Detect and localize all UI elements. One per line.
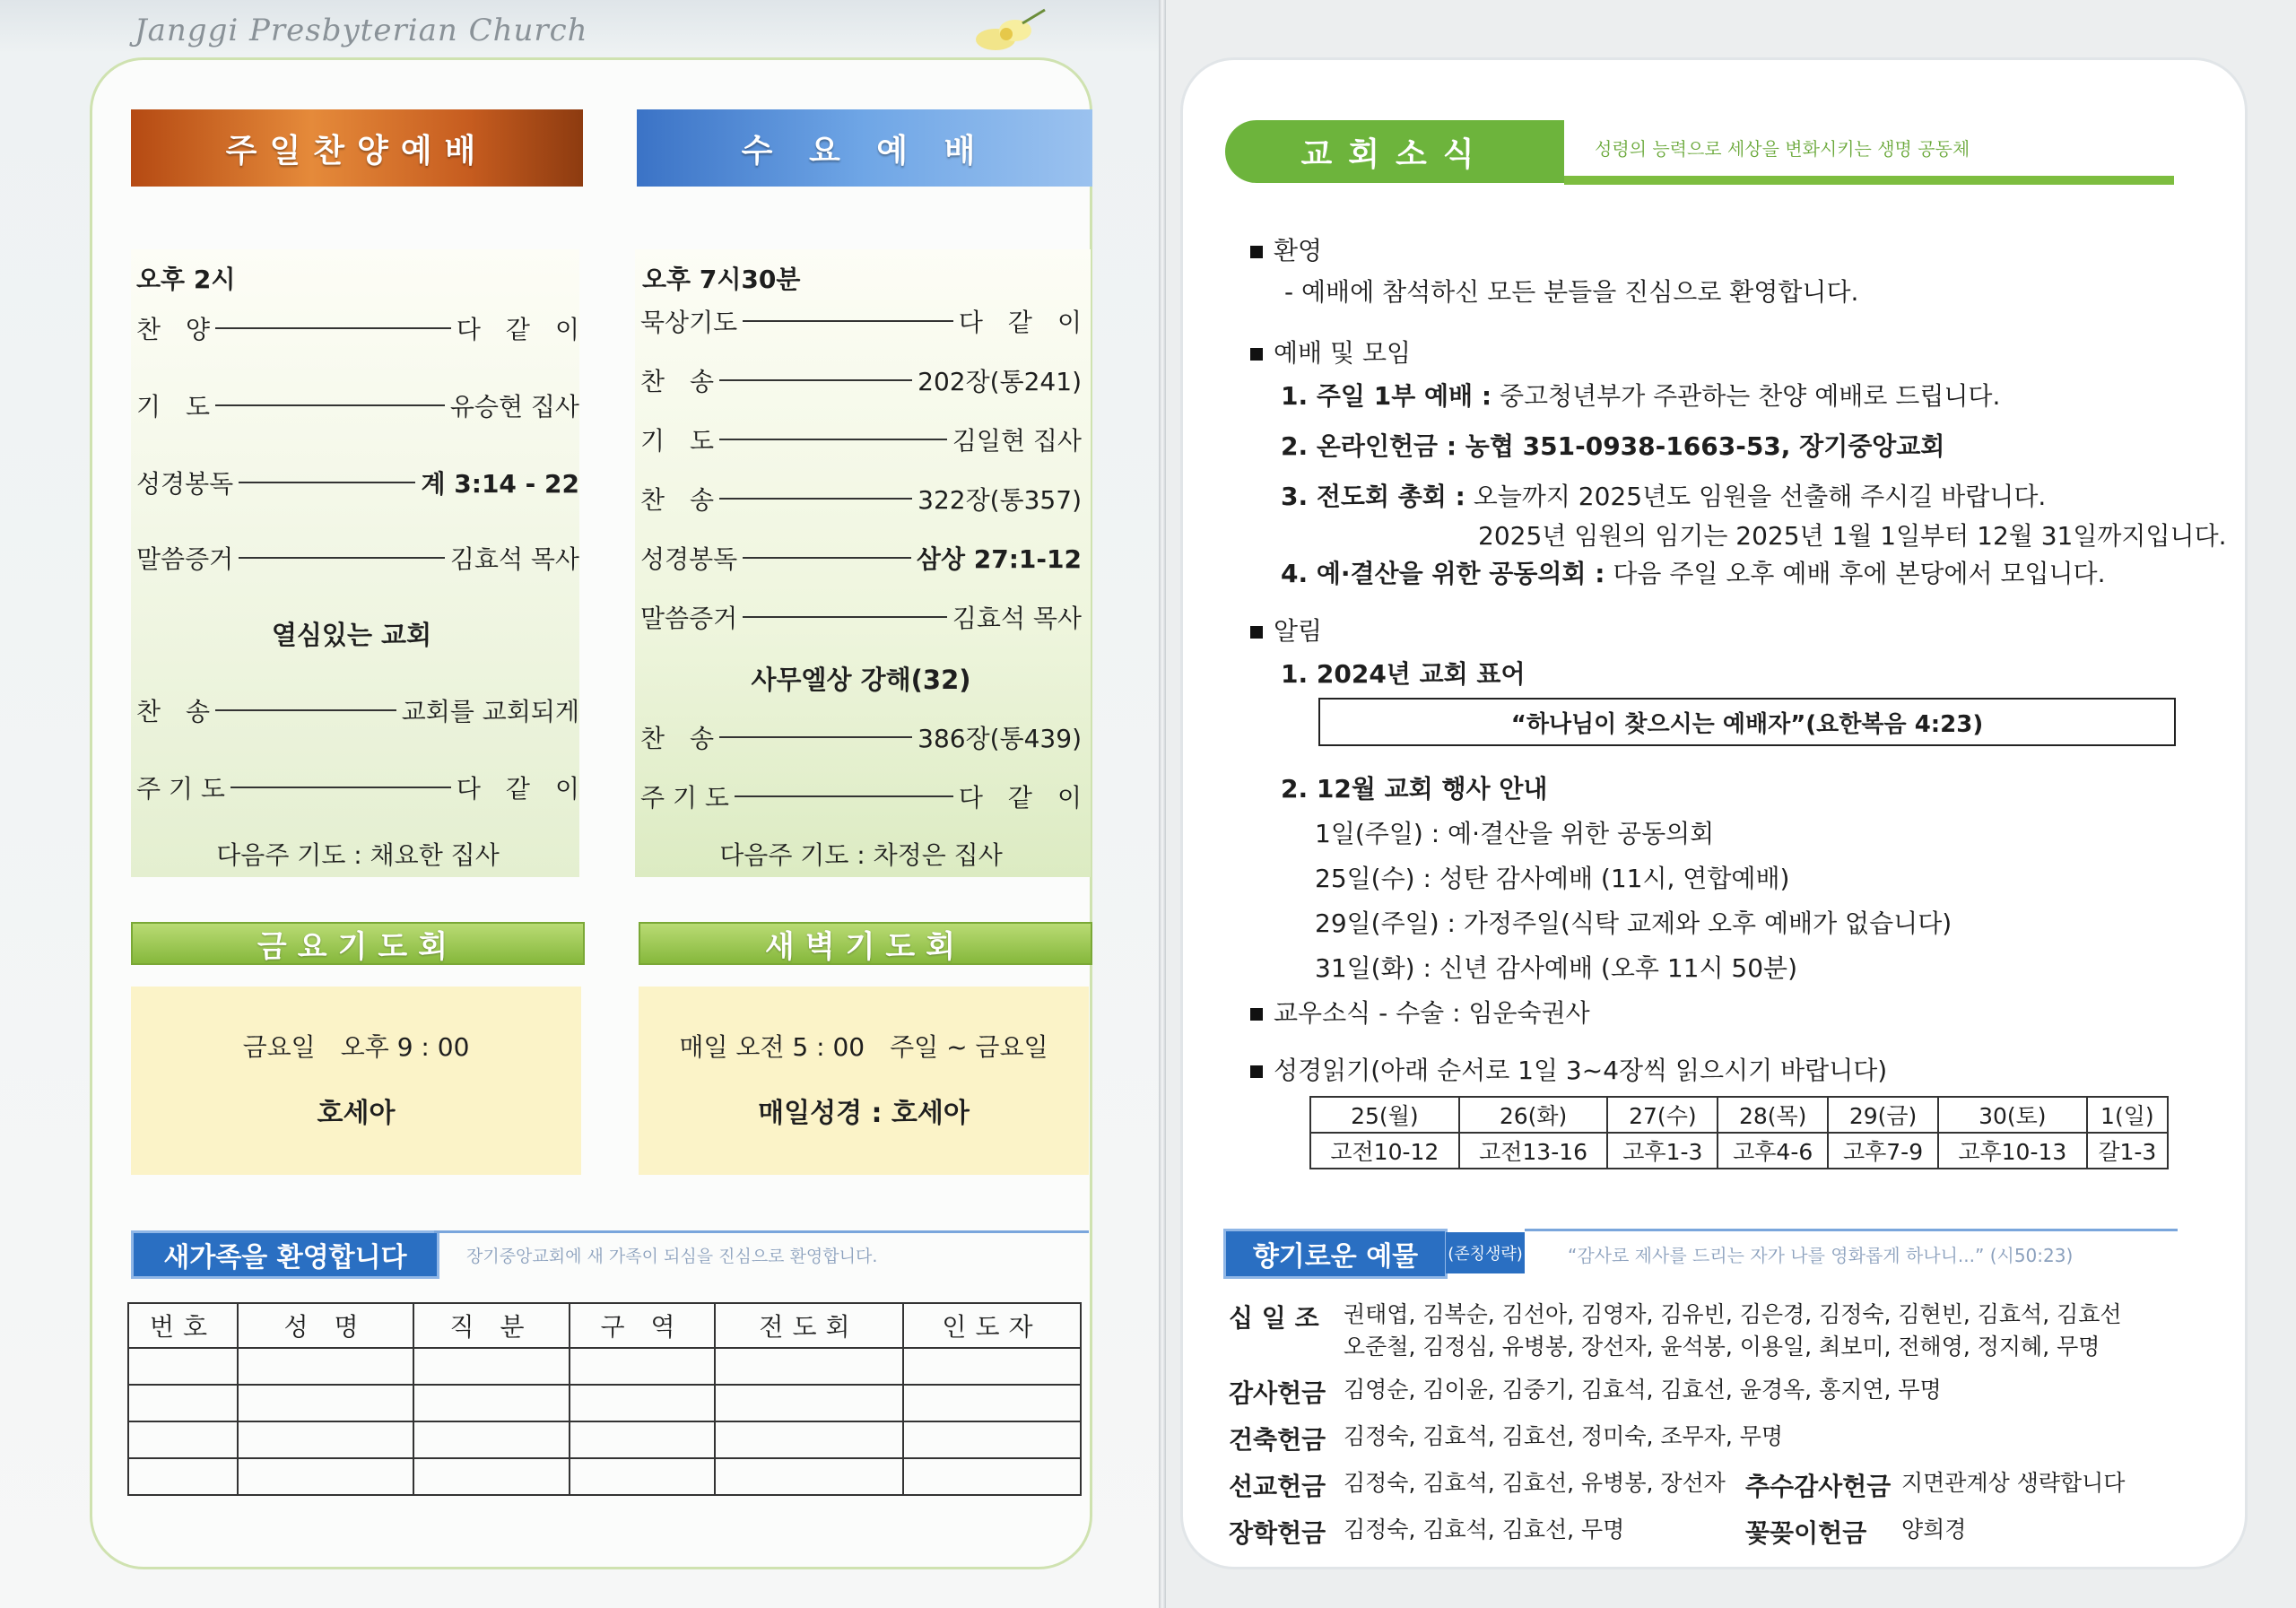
bullet-icon xyxy=(1250,348,1263,361)
wednesday-order-item xyxy=(640,303,1082,339)
sunday-order-item xyxy=(136,540,579,576)
divider xyxy=(1525,1229,2178,1231)
tithe-names-line: 오준철, 김정심, 유병봉, 장선자, 윤석봉, 이용일, 최보미, 전해영, 정지혜, 무명 xyxy=(1344,1334,2100,1360)
church-name-header: Janggi Presbyterian Church xyxy=(135,13,588,48)
reading-passages-row xyxy=(1310,1133,2168,1169)
honorific-omitted-tag: (존칭생략) xyxy=(1446,1232,1525,1273)
leader-line xyxy=(215,327,451,329)
order-label: 묵상기도 xyxy=(640,308,738,337)
column-header: 번호 xyxy=(128,1303,238,1348)
friday-prayer-box xyxy=(131,987,581,1175)
leader-line xyxy=(719,439,947,440)
reading-day: 30(토) xyxy=(1938,1097,2087,1133)
sunday-order-item xyxy=(136,692,579,728)
item-text: 다음 주일 오후 예배 후에 본당에서 모입니다. xyxy=(1605,559,2106,588)
order-label: 찬 송 xyxy=(640,367,715,396)
reading-day: 1(일) xyxy=(2087,1097,2168,1133)
thanks-names: 김영순, 김이윤, 김중기, 김효석, 김효선, 윤경옥, 홍지연, 무명 xyxy=(1344,1377,1942,1403)
order-value: 김효석 목사 xyxy=(952,604,1082,633)
table-cell[interactable] xyxy=(128,1421,238,1458)
worship-item-3-cont: 2025년 임원의 임기는 2025년 1월 1일부터 12월 31일까지입니다. xyxy=(1478,521,2227,551)
table-cell[interactable] xyxy=(570,1348,715,1385)
reading-day: 28(목) xyxy=(1718,1097,1828,1133)
dawn-prayer-banner: 새벽기도회 xyxy=(639,922,1092,965)
order-label: 찬 양 xyxy=(136,315,211,344)
building-label: 건축헌금 xyxy=(1229,1425,1326,1455)
table-cell[interactable] xyxy=(238,1458,413,1495)
table-cell[interactable] xyxy=(413,1348,570,1385)
mission-names: 김정숙, 김효석, 김효선, 유병봉, 장선자 xyxy=(1344,1470,1726,1496)
sunday-next-prayer: 다음주 기도 : 채요한 집사 xyxy=(216,840,500,870)
notice-item-1: 1. 2024년 교회 표어 xyxy=(1281,659,1526,689)
order-label: 기 도 xyxy=(136,392,211,422)
sunday-order-item xyxy=(136,387,579,423)
building-names: 김정숙, 김효석, 김효선, 정미숙, 조무자, 무명 xyxy=(1344,1423,1784,1449)
order-label: 성경봉독 xyxy=(640,544,738,574)
wednesday-order-item xyxy=(640,362,1082,398)
event-item: 31일(화) : 신년 감사예배 (오후 11시 50분) xyxy=(1315,953,1797,983)
members-news-text: 교우소식 - 수술 : 임운숙권사 xyxy=(1274,998,1590,1028)
wednesday-next-prayer: 다음주 기도 : 차정은 집사 xyxy=(719,840,1003,870)
order-label: 찬 송 xyxy=(640,724,715,753)
table-cell[interactable] xyxy=(715,1421,903,1458)
leader-line xyxy=(239,482,415,483)
mission-label: 선교헌금 xyxy=(1229,1472,1326,1501)
offering-verse: “감사로 제사를 드리는 자가 나를 영화롭게 하나니...” (시50:23) xyxy=(1568,1245,2074,1266)
offering-banner: 향기로운 예물 xyxy=(1223,1229,1448,1279)
wednesday-order-item xyxy=(640,481,1082,517)
order-label: 주 기 도 xyxy=(640,783,729,813)
order-value: 김일현 집사 xyxy=(952,426,1082,456)
order-label: 말씀증거 xyxy=(640,604,738,633)
heading-text: 성경읽기(아래 순서로 1일 3~4장씩 읽으시기 바랍니다) xyxy=(1274,1056,1888,1085)
leader-line xyxy=(743,557,911,559)
scholarship-names: 김정숙, 김효석, 김효선, 무명 xyxy=(1344,1517,1625,1543)
column-header: 구 역 xyxy=(570,1303,715,1348)
church-news-banner: 교회소식 xyxy=(1225,120,1566,183)
page-fold xyxy=(1159,0,1166,1608)
order-value: 다 같 이 xyxy=(456,315,579,344)
order-label: 찬 송 xyxy=(136,697,211,726)
order-label: 말씀증거 xyxy=(136,544,234,574)
tithe-names-line: 권태엽, 김복순, 김선아, 김영자, 김유빈, 김은경, 김정숙, 김현빈, 김효석, 김효선 xyxy=(1344,1301,2122,1327)
bullet-icon xyxy=(1250,246,1263,258)
bible-reading-table xyxy=(1309,1096,2169,1169)
wednesday-order-item xyxy=(640,719,1082,755)
friday-bible: 호세아 xyxy=(317,1098,396,1129)
order-value: 유승현 집사 xyxy=(449,392,579,422)
order-value: 계 3:14 - 22 xyxy=(421,469,579,499)
order-value: 다 같 이 xyxy=(958,308,1082,337)
table-cell[interactable] xyxy=(715,1458,903,1495)
wednesday-time: 오후 7시30분 xyxy=(642,265,801,294)
worship-item-4 xyxy=(1281,554,2106,590)
divider xyxy=(434,1230,1089,1233)
table-cell[interactable] xyxy=(715,1385,903,1421)
wednesday-service-banner: 수 요 예 배 xyxy=(637,109,1092,187)
table-cell[interactable] xyxy=(570,1421,715,1458)
notice-heading xyxy=(1250,612,1322,648)
table-cell[interactable] xyxy=(903,1421,1081,1458)
table-cell[interactable] xyxy=(238,1385,413,1421)
sunday-service-banner: 주일찬양예배 xyxy=(131,109,583,187)
table-row xyxy=(128,1421,1081,1458)
item-title: 4. 예·결산을 위한 공동의회 : xyxy=(1281,559,1605,588)
column-header: 직 분 xyxy=(413,1303,570,1348)
reading-passage: 고후1-3 xyxy=(1607,1133,1718,1169)
order-value: 교회를 교회되게 xyxy=(401,697,579,726)
worship-item-3 xyxy=(1281,477,2046,513)
leader-line xyxy=(230,787,451,788)
friday-time: 금요일 오후 9 : 00 xyxy=(242,1032,470,1062)
scholarship-label: 장학헌금 xyxy=(1229,1518,1326,1548)
wednesday-order-item xyxy=(640,422,1082,457)
worship-heading xyxy=(1250,334,1411,369)
order-label: 기 도 xyxy=(640,426,715,456)
new-family-banner: 새가족을 환영합니다 xyxy=(131,1230,439,1279)
flower-offering-names: 양희경 xyxy=(1901,1517,1967,1543)
reading-passage: 고후4-6 xyxy=(1718,1133,1828,1169)
worship-item-2: 2. 온라인헌금 : 농협 351-0938-1663-53, 장기중앙교회 xyxy=(1281,431,1945,461)
reading-passage: 갈1-3 xyxy=(2087,1133,2168,1169)
reading-day: 26(화) xyxy=(1459,1097,1608,1133)
church-motto-box: “하나님이 찾으시는 예배자”(요한복음 4:23) xyxy=(1318,698,2176,746)
members-news xyxy=(1250,994,1590,1030)
reading-passage: 고후7-9 xyxy=(1828,1133,1938,1169)
leader-line xyxy=(719,498,912,500)
sunday-order-item xyxy=(136,769,579,805)
table-row xyxy=(128,1458,1081,1495)
notice-item-2: 2. 12월 교회 행사 안내 xyxy=(1281,774,1548,804)
wednesday-order-item xyxy=(640,778,1082,814)
table-cell[interactable] xyxy=(570,1458,715,1495)
item-text: 중고청년부가 주관하는 찬양 예배로 드립니다. xyxy=(1492,381,2001,411)
event-item: 29일(주일) : 가정주일(식탁 교제와 오후 예배가 없습니다) xyxy=(1315,908,1952,938)
bullet-icon xyxy=(1250,1065,1263,1078)
table-cell[interactable] xyxy=(570,1385,715,1421)
order-label: 찬 송 xyxy=(640,485,715,515)
event-item: 1일(주일) : 예·결산을 위한 공동의회 xyxy=(1315,819,1715,848)
leader-line xyxy=(735,795,953,797)
reading-day: 25(월) xyxy=(1310,1097,1459,1133)
column-header: 인도자 xyxy=(903,1303,1081,1348)
column-header: 성 명 xyxy=(238,1303,413,1348)
heading-text: 예배 및 모임 xyxy=(1274,338,1412,368)
item-title: 1. 주일 1부 예배 : xyxy=(1281,381,1492,411)
sunday-time: 오후 2시 xyxy=(136,265,236,294)
table-cell[interactable] xyxy=(128,1458,238,1495)
reading-days-row xyxy=(1310,1097,2168,1133)
table-cell[interactable] xyxy=(128,1385,238,1421)
heading-text: 알림 xyxy=(1274,616,1323,646)
leader-line xyxy=(215,709,396,711)
table-cell[interactable] xyxy=(903,1348,1081,1385)
wednesday-order-item xyxy=(640,599,1082,635)
heading-text: 환영 xyxy=(1274,236,1323,265)
wednesday-sermon-title: 사무엘상 강해(32) xyxy=(751,665,971,695)
dawn-time: 매일 오전 5 : 00 주일 ~ 금요일 xyxy=(679,1032,1048,1062)
event-item: 25일(수) : 성탄 감사예배 (11시, 연합예배) xyxy=(1315,864,1790,893)
leader-line xyxy=(239,557,445,559)
harvest-label: 추수감사헌금 xyxy=(1745,1472,1892,1501)
order-value: 386장(통439) xyxy=(918,724,1082,753)
table-cell[interactable] xyxy=(238,1348,413,1385)
table-cell[interactable] xyxy=(413,1385,570,1421)
order-label: 주 기 도 xyxy=(136,774,225,804)
bullet-icon xyxy=(1250,1008,1263,1021)
table-cell[interactable] xyxy=(903,1385,1081,1421)
worship-item-1 xyxy=(1281,377,2000,413)
table-header-row xyxy=(128,1303,1081,1348)
order-label: 성경봉독 xyxy=(136,469,234,499)
leader-line xyxy=(719,379,912,381)
welcome-heading xyxy=(1250,231,1322,267)
sunday-sermon-title: 열심있는 교회 xyxy=(271,620,432,650)
tithe-label: 십 일 조 xyxy=(1229,1303,1319,1333)
dawn-prayer-box xyxy=(639,987,1089,1175)
item-title: 3. 전도회 총회 : xyxy=(1281,482,1465,511)
order-value: 322장(통357) xyxy=(918,485,1082,515)
table-cell[interactable] xyxy=(238,1421,413,1458)
leader-line xyxy=(743,616,947,618)
column-header: 전도회 xyxy=(715,1303,903,1348)
flower-icon xyxy=(969,5,1049,59)
new-family-table xyxy=(127,1302,1082,1496)
wednesday-order-item xyxy=(640,540,1082,576)
leader-line xyxy=(215,404,445,406)
dawn-bible: 매일성경 : 호세아 xyxy=(758,1098,970,1129)
reading-day: 27(수) xyxy=(1607,1097,1718,1133)
order-value: 다 같 이 xyxy=(456,774,579,804)
reading-passage: 고전10-12 xyxy=(1310,1133,1459,1169)
welcome-text: - 예배에 참석하신 모든 분들을 진심으로 환영합니다. xyxy=(1284,277,1859,307)
bullet-icon xyxy=(1250,626,1263,639)
order-value: 202장(통241) xyxy=(918,367,1082,396)
thanks-label: 감사헌금 xyxy=(1229,1378,1326,1408)
table-row xyxy=(128,1385,1081,1421)
friday-prayer-banner: 금요기도회 xyxy=(131,922,585,965)
tithe-names xyxy=(1344,1299,2122,1363)
reading-day: 29(금) xyxy=(1828,1097,1938,1133)
harvest-names: 지면관계상 생략합니다 xyxy=(1901,1470,2126,1496)
sunday-order-item xyxy=(136,465,579,500)
order-value: 김효석 목사 xyxy=(449,544,579,574)
bible-reading-heading xyxy=(1250,1051,1887,1087)
church-motto-subtitle: 성령의 능력으로 세상을 변화시키는 생명 공동체 xyxy=(1595,138,1970,160)
leader-line xyxy=(719,736,912,738)
order-value: 다 같 이 xyxy=(958,783,1082,813)
table-row xyxy=(128,1348,1081,1385)
item-text: 오늘까지 2025년도 임원을 선출해 주시길 바랍니다. xyxy=(1465,482,2047,511)
table-cell[interactable] xyxy=(715,1348,903,1385)
new-family-note: 장기중앙교회에 새 가족이 되심을 진심으로 환영합니다. xyxy=(466,1247,878,1266)
table-cell[interactable] xyxy=(903,1458,1081,1495)
reading-passage: 고후10-13 xyxy=(1938,1133,2087,1169)
table-cell[interactable] xyxy=(128,1348,238,1385)
reading-passage: 고전13-16 xyxy=(1459,1133,1608,1169)
table-cell[interactable] xyxy=(413,1421,570,1458)
sunday-order-item xyxy=(136,310,579,346)
leader-line xyxy=(743,320,953,322)
table-cell[interactable] xyxy=(413,1458,570,1495)
order-value: 삼상 27:1-12 xyxy=(916,544,1082,574)
flower-offering-label: 꽃꽂이헌금 xyxy=(1745,1518,1867,1548)
